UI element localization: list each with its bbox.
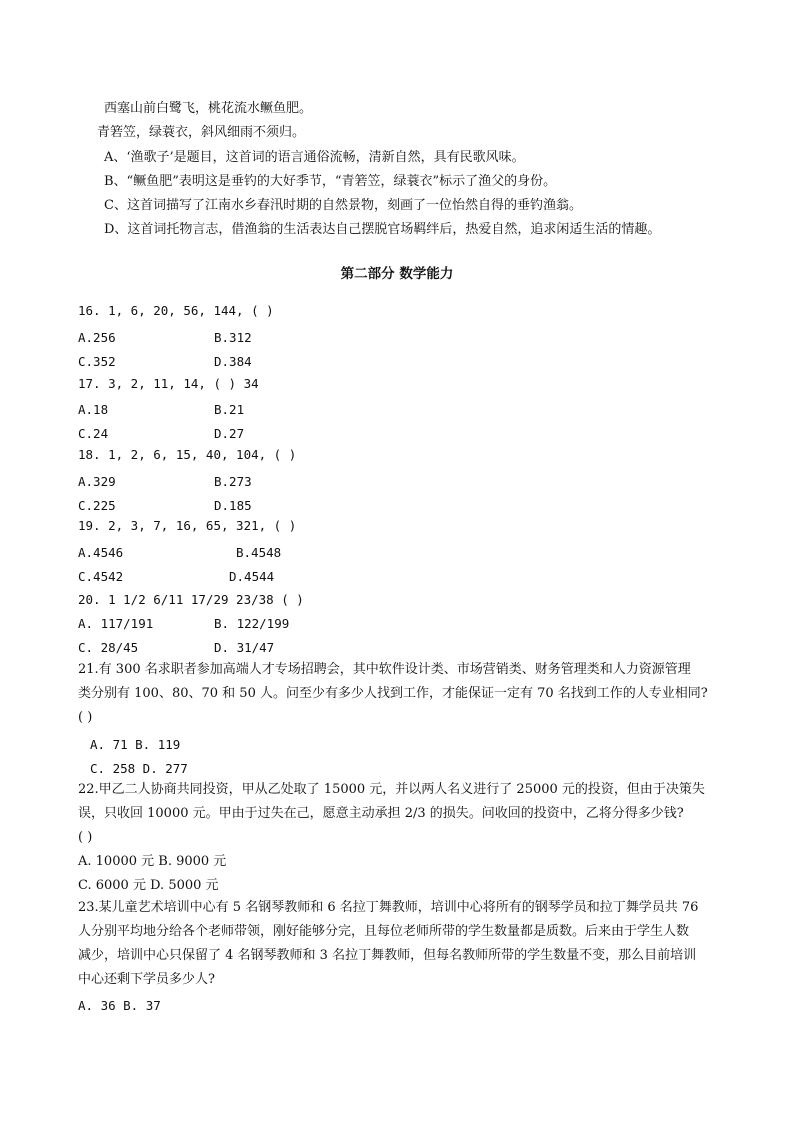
q16-option-b: B.312 — [214, 330, 252, 345]
q22-options-ab: A. 10000 元 B. 9000 元 — [78, 854, 227, 869]
q17-stem: 17. 3, 2, 11, 14, ( ) 34 — [78, 376, 259, 391]
q18-stem: 18. 1, 2, 6, 15, 40, 104, ( ) — [78, 447, 297, 462]
q22-stem-line-3: ( ) — [78, 830, 93, 845]
q22-options-cd: C. 6000 元 D. 5000 元 — [78, 878, 219, 893]
q16-option-a: A.256 — [78, 330, 116, 345]
q19-option-a: A.4546 — [78, 545, 124, 560]
q20-option-a: A. 117/191 — [78, 616, 154, 631]
q19-stem: 19. 2, 3, 7, 16, 65, 321, ( ) — [78, 518, 297, 533]
q23-stem-line-2: 人分别平均地分给各个老师带领，刚好能够分完，且每位老师所带的学生数量都是质数。后来由于学生人数 — [78, 924, 690, 939]
q15-option-a: A、‘渔歌子’是题目，这首词的语言通俗流畅，清新自然，具有民歌风味。 — [104, 150, 525, 165]
q20-option-b: B. 122/199 — [214, 616, 290, 631]
q20-option-d: D. 31/47 — [214, 640, 275, 655]
q17-option-c: C.24 — [78, 426, 109, 441]
q18-option-c: C.225 — [78, 498, 116, 513]
q18-option-b: B.273 — [214, 474, 252, 489]
q17-option-d: D.27 — [214, 426, 245, 441]
q23-options-ab: A. 36 B. 37 — [78, 998, 161, 1013]
section-title: 第二部分 数学能力 — [340, 266, 454, 282]
q16-stem: 16. 1, 6, 20, 56, 144, ( ) — [78, 303, 274, 318]
q17-option-a: A.18 — [78, 402, 109, 417]
q16-option-d: D.384 — [214, 354, 252, 369]
q17-option-b: B.21 — [214, 402, 245, 417]
q23-stem-line-1: 23.某儿童艺术培训中心有 5 名钢琴教师和 6 名拉丁舞教师，培训中心将所有的钢琴学员和拉丁舞学员共 76 — [78, 900, 699, 915]
q18-option-a: A.329 — [78, 474, 116, 489]
q22-stem-line-2: 误，只收回 10000 元。甲由于过失在己，愿意主动承担 2/3 的损失。问收回的投资中，乙将分得多少钱? — [78, 806, 684, 821]
q20-option-c: C. 28/45 — [78, 640, 139, 655]
q21-stem-line-2: 类分别有 100、80、70 和 50 人。问至少有多少人找到工作，才能保证一定有 70 名找到工作的人专业相同? — [78, 686, 708, 701]
q21-options-ab: A. 71 B. 119 — [90, 737, 181, 752]
q21-stem-line-3: ( ) — [78, 710, 93, 725]
q15-option-d: D、这首词托物言志，借渔翁的生活表达自己摆脱官场羁绊后，热爱自然，追求闲适生活的情趣。 — [104, 222, 661, 237]
q19-option-c: C.4542 — [78, 569, 124, 584]
q19-option-b: B.4548 — [236, 545, 282, 560]
q16-option-c: C.352 — [78, 354, 116, 369]
q15-option-c: C、这首词描写了江南水乡春汛时期的自然景物，刻画了一位怡然自得的垂钓渔翁。 — [104, 198, 582, 213]
q19-option-d: D.4544 — [229, 569, 275, 584]
q20-stem: 20. 1 1/2 6/11 17/29 23/38 ( ) — [78, 592, 304, 607]
poem-line-1: 西塞山前白鹭飞，桃花流水鳜鱼肥。 — [104, 101, 313, 116]
q21-stem-line-1: 21.有 300 名求职者参加高端人才专场招聘会，其中软件设计类、市场营销类、财务管理类和人力资源管理 — [78, 662, 691, 677]
q22-stem-line-1: 22.甲乙二人协商共同投资，甲从乙处取了 15000 元，并以两人名义进行了 25000 元的投资，但由于决策失 — [78, 782, 705, 797]
poem-line-2: 青箬笠，绿蓑衣，斜风细雨不须归。 — [97, 125, 306, 140]
q21-options-cd: C. 258 D. 277 — [90, 761, 188, 776]
q15-option-b: B、“鳜鱼肥”表明这是垂钓的大好季节，“青箬笠，绿蓑衣”标示了渔父的身份。 — [104, 174, 557, 189]
q23-stem-line-4: 中心还剩下学员多少人? — [78, 972, 215, 987]
q23-stem-line-3: 减少，培训中心只保留了 4 名钢琴教师和 3 名拉丁舞教师，但每名教师所带的学生数量不变，那么目前培训 — [78, 948, 697, 963]
q18-option-d: D.185 — [214, 498, 252, 513]
